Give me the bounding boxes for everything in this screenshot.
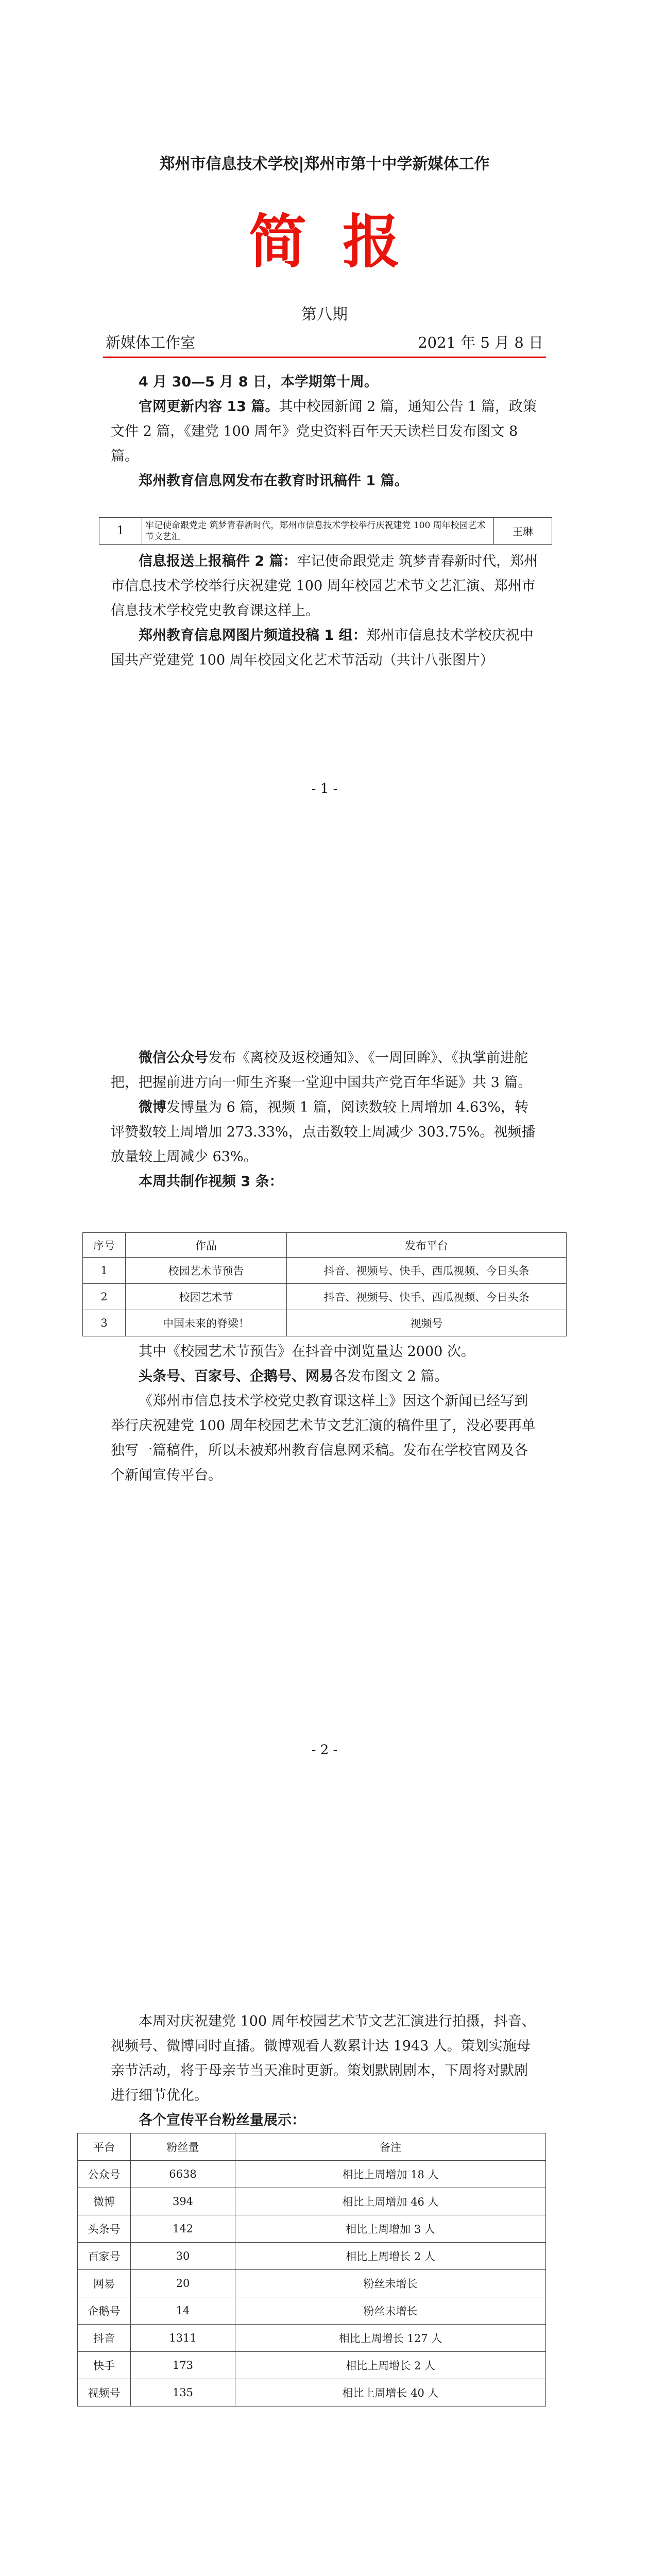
- page2-body-2: [111, 1340, 538, 1488]
- party-lesson-paragraph: 《郑州市信息技术学校党史教育课这样上》因这个新闻已经写到举行庆祝建党 100 周年校园艺术节文艺汇演的稿件里了，没必要再单独写一篇稿件，所以未被郑州教育信息网采稿。发布在学校官网及各个新闻宣传平台。: [111, 1393, 536, 1483]
- cell: 百家号: [78, 2243, 131, 2270]
- table-row: [83, 1284, 567, 1310]
- cell: 粉丝未增长: [235, 2270, 546, 2297]
- toutiao-highlight: 头条号、百家号、企鹅号、网易: [139, 1368, 333, 1384]
- table-row: [83, 1258, 567, 1284]
- toutiao-paragraph: [111, 1364, 538, 1389]
- page1-body-2: [111, 549, 538, 673]
- cell: 142: [131, 2215, 235, 2243]
- cell: 2: [83, 1284, 126, 1310]
- wechat-paragraph: [111, 1046, 538, 1095]
- table-row: [78, 2297, 546, 2325]
- page2-body: [111, 1046, 538, 1194]
- cell: 视频号: [78, 2379, 131, 2406]
- page-3: [0, 1836, 649, 2576]
- cell: 粉丝未增长: [235, 2297, 546, 2325]
- wechat-text: 发布《离校及返校通知》、《一周回眸》、《执掌前进舵把，把握前进方向一师生齐聚一堂迎中国共产党百年华诞》共 3 篇。: [111, 1050, 532, 1091]
- image-channel-paragraph: [111, 623, 538, 673]
- cell: 135: [131, 2379, 235, 2406]
- cell: 6638: [131, 2161, 235, 2188]
- official-site-text: 其中校园新闻 2 篇，通知公告 1 篇，政策文件 2 篇，《建党 100 周年》党史资料百年天天读栏目发布图文 8 篇。: [111, 399, 537, 464]
- cell: 校园艺术节预告: [126, 1258, 287, 1284]
- table-row: [78, 2379, 546, 2406]
- weibo-highlight: 微博: [139, 1099, 166, 1115]
- image-channel-highlight: 郑州教育信息网图片频道投稿 1 组：: [139, 628, 367, 643]
- cell: 视频号: [287, 1310, 567, 1336]
- header-divider: [103, 357, 546, 358]
- toutiao-text: 各发布图文 2 篇。: [333, 1368, 449, 1384]
- cell: 相比上周增长 2 人: [235, 2352, 546, 2379]
- cell: 微博: [78, 2188, 131, 2215]
- header-cell: 粉丝量: [131, 2133, 235, 2161]
- official-site-paragraph: [111, 395, 538, 469]
- table-header-row: [78, 2133, 546, 2161]
- cell: 20: [131, 2270, 235, 2297]
- cell: 抖音、视频号、快手、西瓜视频、今日头条: [287, 1258, 567, 1284]
- cell: 相比上周增加 46 人: [235, 2188, 546, 2215]
- fans-table: [77, 2133, 546, 2406]
- table-cell-no: 1: [99, 518, 142, 545]
- info-report-highlight: 信息报送上报稿件 2 篇：: [139, 553, 297, 569]
- table-cell-author: 王琳: [494, 518, 552, 545]
- table-row: [78, 2270, 546, 2297]
- weibo-paragraph: [111, 1095, 538, 1170]
- issue-number: 第八期: [301, 306, 348, 324]
- edu-net-heading: 郑州教育信息网发布在教育时讯稿件 1 篇。: [139, 473, 408, 489]
- cell: 企鹅号: [78, 2297, 131, 2325]
- header-cell: 备注: [235, 2133, 546, 2161]
- newsletter-title: 简报: [249, 209, 436, 276]
- table-row: [78, 2188, 546, 2215]
- cell: 1311: [131, 2325, 235, 2352]
- table-row: [78, 2243, 546, 2270]
- video-table: [82, 1232, 567, 1336]
- page-number: - 1 -: [311, 781, 338, 796]
- publish-date: 2021 年 5 月 8 日: [418, 334, 543, 351]
- page-number: - 2 -: [311, 1742, 338, 1758]
- cell: 抖音、视频号、快手、西瓜视频、今日头条: [287, 1284, 567, 1310]
- cell: 相比上周增加 3 人: [235, 2215, 546, 2243]
- wechat-highlight: 微信公众号: [139, 1050, 208, 1066]
- official-site-highlight: 官网更新内容 13 篇。: [139, 399, 279, 415]
- table-row: [99, 518, 552, 545]
- header-cell: 作品: [126, 1233, 287, 1258]
- header-cell: 序号: [83, 1233, 126, 1258]
- info-report-paragraph: [111, 549, 538, 623]
- cell: 相比上周增长 127 人: [235, 2325, 546, 2352]
- header-cell: 发布平台: [287, 1233, 567, 1258]
- page-1: [0, 0, 649, 918]
- cell: 头条号: [78, 2215, 131, 2243]
- cell: 相比上周增长 2 人: [235, 2243, 546, 2270]
- cell: 中国未来的脊梁！: [126, 1310, 287, 1336]
- table-row: [83, 1310, 567, 1336]
- newsletter-organization: 郑州市信息技术学校|郑州市第十中学新媒体工作: [159, 155, 490, 173]
- table-header-row: [83, 1233, 567, 1258]
- week-range: 4 月 30—5 月 8 日，本学期第十周。: [139, 374, 378, 390]
- cell: 14: [131, 2297, 235, 2325]
- page1-body: [111, 370, 538, 494]
- table-cell-content: 牢记使命跟党走 筑梦青春新时代，郑州市信息技术学校举行庆祝建党 100 周年校园艺术节文艺汇: [142, 518, 494, 545]
- live-broadcast-paragraph: 本周对庆祝建党 100 周年校园艺术节文艺汇演进行拍摄，抖音、视频号、微博同时直播。微博观看人数累计达 1943 人。策划实施母亲节活动，将于母亲节当天准时更新。策划默剧剧本，下周将对默剧进行细节优化。: [111, 2013, 536, 2104]
- cell: 30: [131, 2243, 235, 2270]
- fans-heading: 各个宣传平台粉丝量展示：: [139, 2112, 305, 2128]
- views-paragraph: 其中《校园艺术节预告》在抖音中浏览量达 2000 次。: [139, 1344, 475, 1360]
- table-row: [78, 2161, 546, 2188]
- cell: 抖音: [78, 2325, 131, 2352]
- weibo-text: 发博量为 6 篇，视频 1 篇，阅读数较上周增加 4.63%，转评赞数较上周增加 273.33%，点击数较上周减少 303.75%。视频播放量较上周减少 63%。: [111, 1099, 536, 1165]
- table-row: [78, 2215, 546, 2243]
- cell: 校园艺术节: [126, 1284, 287, 1310]
- cell: 173: [131, 2352, 235, 2379]
- cell: 快手: [78, 2352, 131, 2379]
- table-row: [78, 2325, 546, 2352]
- image-channel-text: 郑州市信息技术学校庆祝中国共产党建党 100 周年校园文化艺术节活动（共计八张图片）: [111, 628, 534, 668]
- cell: 相比上周增加 18 人: [235, 2161, 546, 2188]
- video-heading: 本周共制作视频 3 条：: [139, 1174, 283, 1190]
- header-cell: 平台: [78, 2133, 131, 2161]
- cell: 394: [131, 2188, 235, 2215]
- cell: 3: [83, 1310, 126, 1336]
- page3-body: [111, 2009, 538, 2133]
- office-name: 新媒体工作室: [106, 334, 196, 351]
- cell: 网易: [78, 2270, 131, 2297]
- cell: 1: [83, 1258, 126, 1284]
- table-row: [78, 2352, 546, 2379]
- info-report-text: 牢记使命跟党走 筑梦青春新时代，郑州市信息技术学校举行庆祝建党 100 周年校园艺术节文艺汇演、郑州市信息技术学校党史教育课这样上。: [111, 553, 538, 619]
- edu-news-table: [99, 517, 552, 545]
- page-2: [0, 918, 649, 1836]
- cell: 公众号: [78, 2161, 131, 2188]
- cell: 相比上周增长 40 人: [235, 2379, 546, 2406]
